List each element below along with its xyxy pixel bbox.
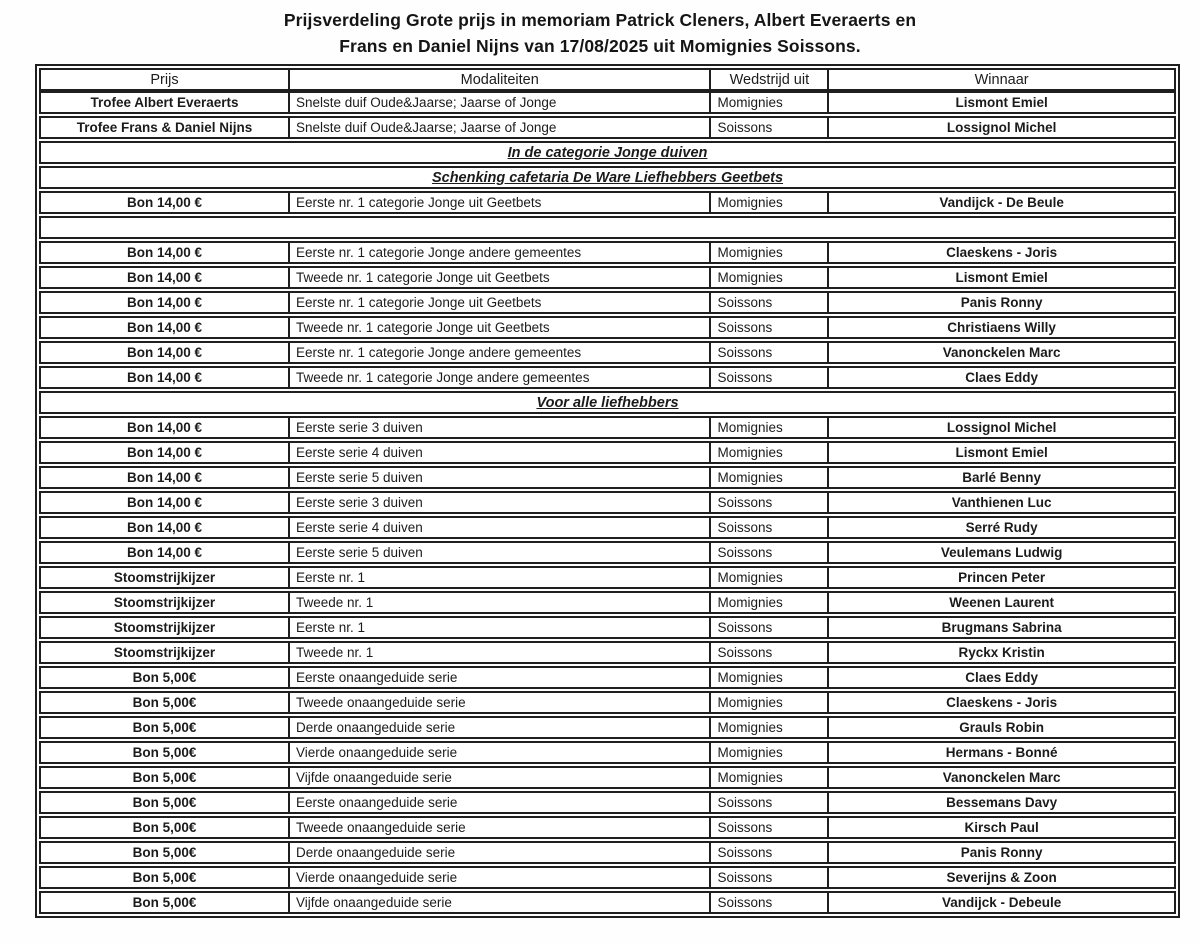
wedstrijd-uit-cell: Momignies [709, 418, 827, 437]
table-row [39, 341, 1176, 364]
prijs-cell: Bon 14,00 € [126, 420, 203, 435]
table-body [39, 91, 1176, 914]
prijs-cell: Bon 14,00 € [126, 195, 203, 210]
table-row [39, 116, 1176, 139]
column-header-wedstrijd-uit: Wedstrijd uit [709, 70, 827, 89]
table-row [39, 791, 1176, 814]
wedstrijd-uit-cell: Soissons [709, 118, 827, 137]
modaliteiten-cell: Vijfde onaangeduide serie [288, 768, 709, 787]
wedstrijd-uit-cell: Momignies [709, 443, 827, 462]
winnaar-cell: Bessemans Davy [827, 793, 1174, 812]
prijs-cell: Bon 5,00€ [132, 720, 197, 735]
prijs-cell: Bon 5,00€ [132, 745, 197, 760]
modaliteiten-cell: Eerste serie 4 duiven [288, 518, 709, 537]
winnaar-cell: Claeskens - Joris [827, 693, 1174, 712]
winnaar-cell: Grauls Robin [827, 718, 1174, 737]
modaliteiten-cell: Derde onaangeduide serie [288, 843, 709, 862]
prijs-cell: Bon 5,00€ [132, 770, 197, 785]
prijs-cell: Trofee Albert Everaerts [90, 95, 239, 110]
wedstrijd-uit-cell: Momignies [709, 718, 827, 737]
wedstrijd-uit-cell: Soissons [709, 868, 827, 887]
prijs-cell: Stoomstrijkijzer [113, 570, 216, 585]
column-header-prijs: Prijs [150, 71, 179, 88]
wedstrijd-uit-cell: Soissons [709, 643, 827, 662]
prijs-cell: Bon 5,00€ [132, 795, 197, 810]
wedstrijd-uit-cell: Momignies [709, 743, 827, 762]
winnaar-cell: Lossignol Michel [827, 118, 1174, 137]
page-title-line2: Frans en Daniel Nijns van 17/08/2025 uit Momignies Soissons. [339, 36, 861, 56]
winnaar-cell: Claeskens - Joris [827, 243, 1174, 262]
prijs-cell: Bon 14,00 € [126, 345, 203, 360]
wedstrijd-uit-cell: Momignies [709, 243, 827, 262]
table-row [39, 416, 1176, 439]
wedstrijd-uit-cell: Soissons [709, 493, 827, 512]
table-row [39, 741, 1176, 764]
table-row [39, 541, 1176, 564]
wedstrijd-uit-cell: Soissons [709, 893, 827, 912]
winnaar-cell: Vandijck - De Beule [827, 193, 1174, 212]
modaliteiten-cell: Tweede nr. 1 categorie Jonge uit Geetbets [288, 268, 709, 287]
wedstrijd-uit-cell: Momignies [709, 693, 827, 712]
section-header-row [39, 141, 1176, 164]
prijs-cell: Bon 14,00 € [126, 245, 203, 260]
table-row [39, 891, 1176, 914]
table-row [39, 266, 1176, 289]
table-row [39, 616, 1176, 639]
table-row [39, 366, 1176, 389]
table-row [39, 291, 1176, 314]
modaliteiten-cell: Eerste nr. 1 categorie Jonge uit Geetbets [288, 193, 709, 212]
prijs-cell: Bon 14,00 € [126, 495, 203, 510]
prijs-cell: Bon 14,00 € [126, 545, 203, 560]
winnaar-cell: Christiaens Willy [827, 318, 1174, 337]
winnaar-cell: Vanthienen Luc [827, 493, 1174, 512]
winnaar-cell: Claes Eddy [827, 668, 1174, 687]
prijs-cell: Bon 14,00 € [126, 295, 203, 310]
section-header-row [39, 166, 1176, 189]
wedstrijd-uit-cell: Momignies [709, 568, 827, 587]
wedstrijd-uit-cell: Momignies [709, 193, 827, 212]
modaliteiten-cell: Eerste nr. 1 categorie Jonge andere gemeentes [288, 343, 709, 362]
prijs-cell: Bon 14,00 € [126, 320, 203, 335]
winnaar-cell: Brugmans Sabrina [827, 618, 1174, 637]
modaliteiten-cell: Eerste serie 5 duiven [288, 468, 709, 487]
wedstrijd-uit-cell: Soissons [709, 818, 827, 837]
winnaar-cell: Weenen Laurent [827, 593, 1174, 612]
modaliteiten-cell: Derde onaangeduide serie [288, 718, 709, 737]
prijs-cell: Bon 5,00€ [132, 670, 197, 685]
winnaar-cell: Lismont Emiel [827, 268, 1174, 287]
table-row [39, 641, 1176, 664]
winnaar-cell: Veulemans Ludwig [827, 543, 1174, 562]
modaliteiten-cell: Vierde onaangeduide serie [288, 743, 709, 762]
prijs-cell: Bon 5,00€ [132, 845, 197, 860]
wedstrijd-uit-cell: Soissons [709, 368, 827, 387]
modaliteiten-cell: Snelste duif Oude&Jaarse; Jaarse of Jonge [288, 118, 709, 137]
table-row [39, 866, 1176, 889]
winnaar-cell: Severijns & Zoon [827, 868, 1174, 887]
modaliteiten-cell: Vierde onaangeduide serie [288, 868, 709, 887]
modaliteiten-cell: Eerste onaangeduide serie [288, 668, 709, 687]
table-row [39, 666, 1176, 689]
prijs-cell: Bon 5,00€ [132, 895, 197, 910]
section-header-row [39, 391, 1176, 414]
wedstrijd-uit-cell: Soissons [709, 518, 827, 537]
modaliteiten-cell: Tweede nr. 1 [288, 593, 709, 612]
prijs-cell: Bon 5,00€ [132, 870, 197, 885]
table-row [39, 441, 1176, 464]
table-row [39, 716, 1176, 739]
winnaar-cell: Serré Rudy [827, 518, 1174, 537]
table-row [39, 591, 1176, 614]
table-row [39, 841, 1176, 864]
page-title-line1: Prijsverdeling Grote prijs in memoriam Patrick Cleners, Albert Everaerts en [283, 10, 917, 30]
modaliteiten-cell: Vijfde onaangeduide serie [288, 893, 709, 912]
modaliteiten-cell: Tweede onaangeduide serie [288, 693, 709, 712]
winnaar-cell: Vanonckelen Marc [827, 343, 1174, 362]
winnaar-cell: Hermans - Bonné [827, 743, 1174, 762]
section-header-label: In de categorie Jonge duiven [507, 144, 708, 161]
winnaar-cell: Kirsch Paul [827, 818, 1174, 837]
table-row [39, 516, 1176, 539]
column-header-modaliteiten: Modaliteiten [288, 70, 709, 89]
table-row [39, 566, 1176, 589]
prijs-cell: Bon 5,00€ [132, 820, 197, 835]
wedstrijd-uit-cell: Momignies [709, 268, 827, 287]
wedstrijd-uit-cell: Soissons [709, 343, 827, 362]
table-header-row [39, 68, 1176, 91]
winnaar-cell: Ryckx Kristin [827, 643, 1174, 662]
modaliteiten-cell: Snelste duif Oude&Jaarse; Jaarse of Jonge [288, 93, 709, 112]
modaliteiten-cell: Eerste nr. 1 categorie Jonge andere gemeentes [288, 243, 709, 262]
modaliteiten-cell: Eerste serie 3 duiven [288, 493, 709, 512]
table-row [39, 316, 1176, 339]
winnaar-cell: Princen Peter [827, 568, 1174, 587]
wedstrijd-uit-cell: Momignies [709, 593, 827, 612]
wedstrijd-uit-cell: Soissons [709, 618, 827, 637]
document-title [0, 0, 1200, 59]
wedstrijd-uit-cell: Momignies [709, 768, 827, 787]
prijs-cell: Bon 14,00 € [126, 445, 203, 460]
table-row [39, 491, 1176, 514]
prijs-cell: Stoomstrijkijzer [113, 645, 216, 660]
winnaar-cell: Barlé Benny [827, 468, 1174, 487]
winnaar-cell: Lossignol Michel [827, 418, 1174, 437]
modaliteiten-cell: Eerste nr. 1 categorie Jonge uit Geetbets [288, 293, 709, 312]
prijs-cell: Stoomstrijkijzer [113, 620, 216, 635]
wedstrijd-uit-cell: Momignies [709, 93, 827, 112]
table-row [39, 816, 1176, 839]
wedstrijd-uit-cell: Soissons [709, 793, 827, 812]
modaliteiten-cell: Tweede nr. 1 categorie Jonge uit Geetbets [288, 318, 709, 337]
modaliteiten-cell: Tweede nr. 1 categorie Jonge andere gemeentes [288, 368, 709, 387]
section-header-label: Voor alle liefhebbers [536, 394, 679, 411]
modaliteiten-cell: Eerste serie 5 duiven [288, 543, 709, 562]
table-row [39, 466, 1176, 489]
table-row [39, 766, 1176, 789]
modaliteiten-cell: Eerste nr. 1 [288, 568, 709, 587]
prijs-cell: Bon 14,00 € [126, 520, 203, 535]
prijs-cell: Bon 5,00€ [132, 695, 197, 710]
wedstrijd-uit-cell: Soissons [709, 293, 827, 312]
wedstrijd-uit-cell: Momignies [709, 668, 827, 687]
wedstrijd-uit-cell: Soissons [709, 843, 827, 862]
column-header-winnaar: Winnaar [827, 70, 1174, 89]
winnaar-cell: Panis Ronny [827, 843, 1174, 862]
prijs-cell: Bon 14,00 € [126, 470, 203, 485]
winnaar-cell: Vanonckelen Marc [827, 768, 1174, 787]
modaliteiten-cell: Eerste serie 3 duiven [288, 418, 709, 437]
modaliteiten-cell: Tweede onaangeduide serie [288, 818, 709, 837]
modaliteiten-cell: Eerste onaangeduide serie [288, 793, 709, 812]
winnaar-cell: Vandijck - Debeule [827, 893, 1174, 912]
winnaar-cell: Lismont Emiel [827, 443, 1174, 462]
modaliteiten-cell: Eerste nr. 1 [288, 618, 709, 637]
table-row [39, 91, 1176, 114]
table-row [39, 691, 1176, 714]
prijs-cell: Stoomstrijkijzer [113, 595, 216, 610]
table-row [39, 191, 1176, 214]
modaliteiten-cell: Eerste serie 4 duiven [288, 443, 709, 462]
section-header-label: Schenking cafetaria De Ware Liefhebbers Geetbets [431, 169, 784, 186]
table-row [39, 241, 1176, 264]
wedstrijd-uit-cell: Soissons [709, 318, 827, 337]
prijs-cell: Trofee Frans & Daniel Nijns [76, 120, 253, 135]
prijs-cell: Bon 14,00 € [126, 270, 203, 285]
winnaar-cell: Claes Eddy [827, 368, 1174, 387]
prize-table [35, 64, 1180, 918]
modaliteiten-cell: Tweede nr. 1 [288, 643, 709, 662]
wedstrijd-uit-cell: Soissons [709, 543, 827, 562]
winnaar-cell: Lismont Emiel [827, 93, 1174, 112]
empty-spacer-row [39, 216, 1176, 239]
winnaar-cell: Panis Ronny [827, 293, 1174, 312]
prijs-cell: Bon 14,00 € [126, 370, 203, 385]
wedstrijd-uit-cell: Momignies [709, 468, 827, 487]
